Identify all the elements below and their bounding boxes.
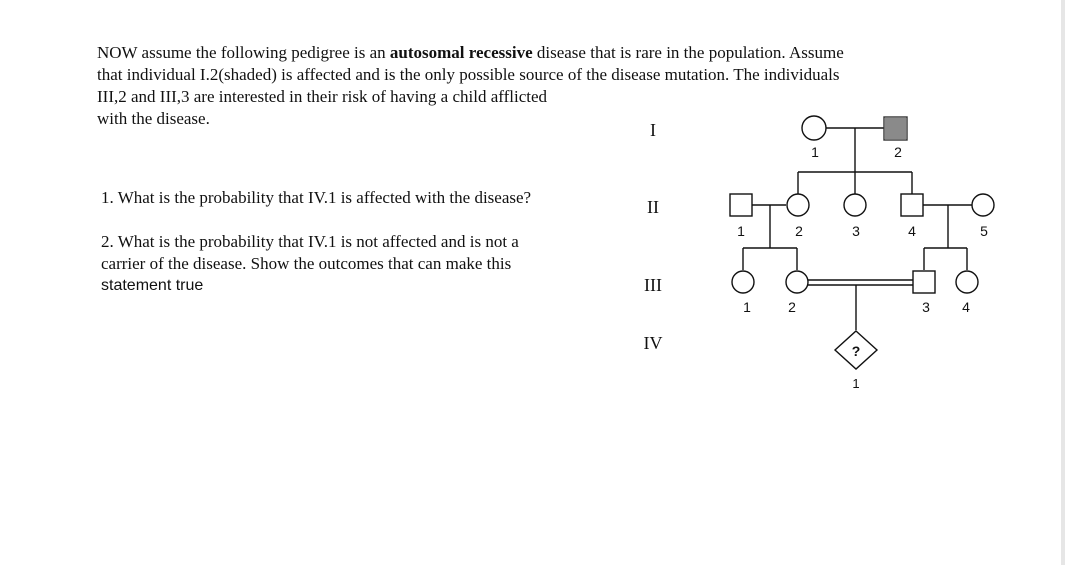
question-2-line-3: statement true — [101, 277, 204, 294]
gen2-female-3 — [844, 194, 866, 216]
gen2-female-5 — [972, 194, 994, 216]
gen1-affected-fill — [885, 118, 906, 139]
gen2-male-1 — [730, 194, 752, 216]
generation-label-1: I — [650, 120, 656, 140]
gen4-question-mark: ? — [851, 343, 861, 359]
gen2-label-2: 2 — [795, 223, 803, 239]
gen2-label-5: 5 — [980, 223, 988, 239]
gen3-female-1 — [732, 271, 754, 293]
generation-label-2: II — [647, 197, 659, 217]
gen3-male-3 — [913, 271, 935, 293]
page-edge-divider — [1061, 0, 1065, 565]
gen1-female-1 — [802, 116, 826, 140]
question-2-line-2: carrier of the disease. Show the outcomes that can make this — [101, 254, 512, 273]
gen4-label-1: 1 — [852, 376, 860, 391]
intro-line-1: NOW assume the following pedigree is an autosomal recessive disease that is rare in the population. Assume — [97, 43, 844, 62]
gen1-label-2: 2 — [894, 144, 902, 160]
gen3-label-3: 3 — [922, 299, 930, 315]
question-1: 1. What is the probability that IV.1 is affected with the disease? — [101, 188, 532, 207]
generation-label-4: IV — [643, 333, 663, 353]
question-2-line-1: 2. What is the probability that IV.1 is not affected and is not a — [101, 232, 519, 251]
intro-line-3: III,2 and III,3 are interested in their risk of having a child afflicted — [97, 87, 548, 106]
gen3-female-2 — [786, 271, 808, 293]
gen2-female-2 — [787, 194, 809, 216]
intro-line-2: that individual I.2(shaded) is affected and is the only possible source of the disease mutation. The individuals — [97, 65, 840, 84]
gen3-label-2: 2 — [788, 299, 796, 315]
gen2-male-4 — [901, 194, 923, 216]
intro-line-4: with the disease. — [97, 109, 210, 128]
gen1-label-1: 1 — [811, 144, 819, 160]
gen2-label-3: 3 — [852, 223, 860, 239]
gen2-label-4: 4 — [908, 223, 916, 239]
gen3-female-4 — [956, 271, 978, 293]
gen3-label-4: 4 — [962, 299, 970, 315]
generation-label-3: III — [644, 275, 662, 295]
intro-bold-term: autosomal recessive — [389, 43, 533, 62]
gen2-label-1: 1 — [737, 223, 745, 239]
gen3-label-1: 1 — [743, 299, 751, 315]
